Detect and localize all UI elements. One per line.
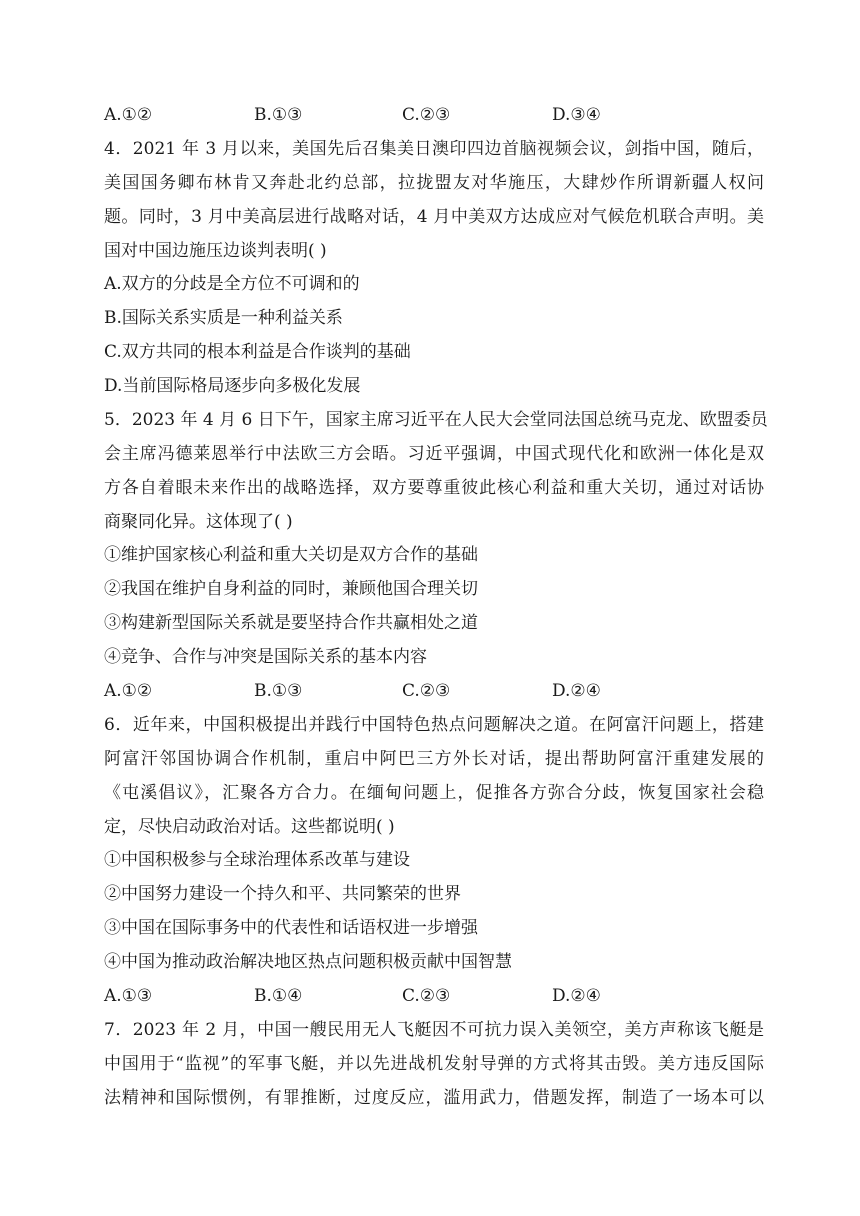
q3-options: [104, 104, 764, 126]
q6-statement-4: ④中国为推动政治解决地区热点问题积极贡献中国智慧: [104, 952, 512, 972]
q5-option-d: D.②④: [552, 681, 601, 701]
q7-stem-line: 法精神和国际惯例，有罪推断，过度反应，滥用武力，借题发挥，制造了一场本可以: [104, 1088, 764, 1108]
q7-stem-line: 7．2023 年 2 月，中国一艘民用无人飞艇因不可抗力误入美领空，美方声称该飞艇是: [104, 1020, 764, 1040]
q5-stem-line: 5．2023 年 4 月 6 日下午，国家主席习近平在人民大会堂同法国总统马克龙、欧盟委员: [104, 410, 768, 430]
q6-option-c: C.②③: [402, 986, 451, 1006]
q5-statement-3: ③构建新型国际关系就是要坚持合作共赢相处之道: [104, 613, 478, 633]
q6-stem-line: 《屯溪倡议》，汇聚各方合力。在缅甸问题上，促推各方弥合分歧，恢复国家社会稳: [104, 783, 764, 803]
q5-options: [104, 680, 764, 702]
q4-stem-line: 题。同时，3 月中美高层进行战略对话，4 月中美双方达成应对气候危机联合声明。美: [104, 207, 764, 227]
q4-stem-line: 美国国务卿布林肯又奔赴北约总部，拉拢盟友对华施压，大肆炒作所谓新疆人权问: [104, 173, 764, 193]
q5-statement-2: ②我国在维护自身利益的同时，兼顾他国合理关切: [104, 579, 478, 599]
q6-option-b: B.①④: [254, 986, 303, 1006]
q5-option-a: A.①②: [104, 681, 153, 701]
q6-statement-2: ②中国努力建设一个持久和平、共同繁荣的世界: [104, 884, 461, 904]
q5-statement-1: ①维护国家核心利益和重大关切是双方合作的基础: [104, 545, 478, 565]
q3-option-d: D.③④: [552, 105, 601, 125]
q6-statement-1: ①中国积极参与全球治理体系改革与建设: [104, 850, 410, 870]
q3-option-b: B.①③: [254, 105, 303, 125]
q6-statement-3: ③中国在国际事务中的代表性和话语权进一步增强: [104, 918, 478, 938]
q3-option-a: A.①②: [104, 105, 153, 125]
q3-option-c: C.②③: [402, 105, 451, 125]
q4-choice-a: A.双方的分歧是全方位不可调和的: [104, 274, 360, 294]
q5-stem-line: 会主席冯德莱恩举行中法欧三方会晤。习近平强调，中国式现代化和欧洲一体化是双: [104, 444, 764, 464]
q6-stem-line: 6．近年来，中国积极提出并践行中国特色热点问题解决之道。在阿富汗问题上，搭建: [104, 715, 764, 735]
q6-option-a: A.①③: [104, 986, 153, 1006]
q4-choice-c: C.双方共同的根本利益是合作谈判的基础: [104, 342, 411, 362]
q4-stem-line: 4．2021 年 3 月以来，美国先后召集美日澳印四边首脑视频会议，剑指中国，随后，: [104, 139, 764, 159]
q4-stem-line: 国对中国边施压边谈判表明( ): [104, 241, 327, 261]
q5-option-c: C.②③: [402, 681, 451, 701]
q5-statement-4: ④竞争、合作与冲突是国际关系的基本内容: [104, 647, 427, 667]
q4-choice-b: B.国际关系实质是一种利益关系: [104, 308, 343, 328]
q6-options: [104, 985, 764, 1007]
q5-stem-line: 商聚同化异。这体现了( ): [104, 512, 293, 532]
q6-option-d: D.②④: [552, 986, 601, 1006]
q6-stem-line: 定，尽快启动政治对话。这些都说明( ): [104, 817, 395, 837]
q5-stem-line: 方各自着眼未来作出的战略选择，双方要尊重彼此核心利益和重大关切，通过对话协: [104, 478, 764, 498]
q4-choice-d: D.当前国际格局逐步向多极化发展: [104, 376, 361, 396]
q7-stem-line: 中国用于“监视”的军事飞艇，并以先进战机发射导弹的方式将其击毁。美方违反国际: [104, 1054, 764, 1074]
q5-option-b: B.①③: [254, 681, 303, 701]
q6-stem-line: 阿富汗邻国协调合作机制，重启中阿巴三方外长对话，提出帮助阿富汗重建发展的: [104, 749, 764, 769]
